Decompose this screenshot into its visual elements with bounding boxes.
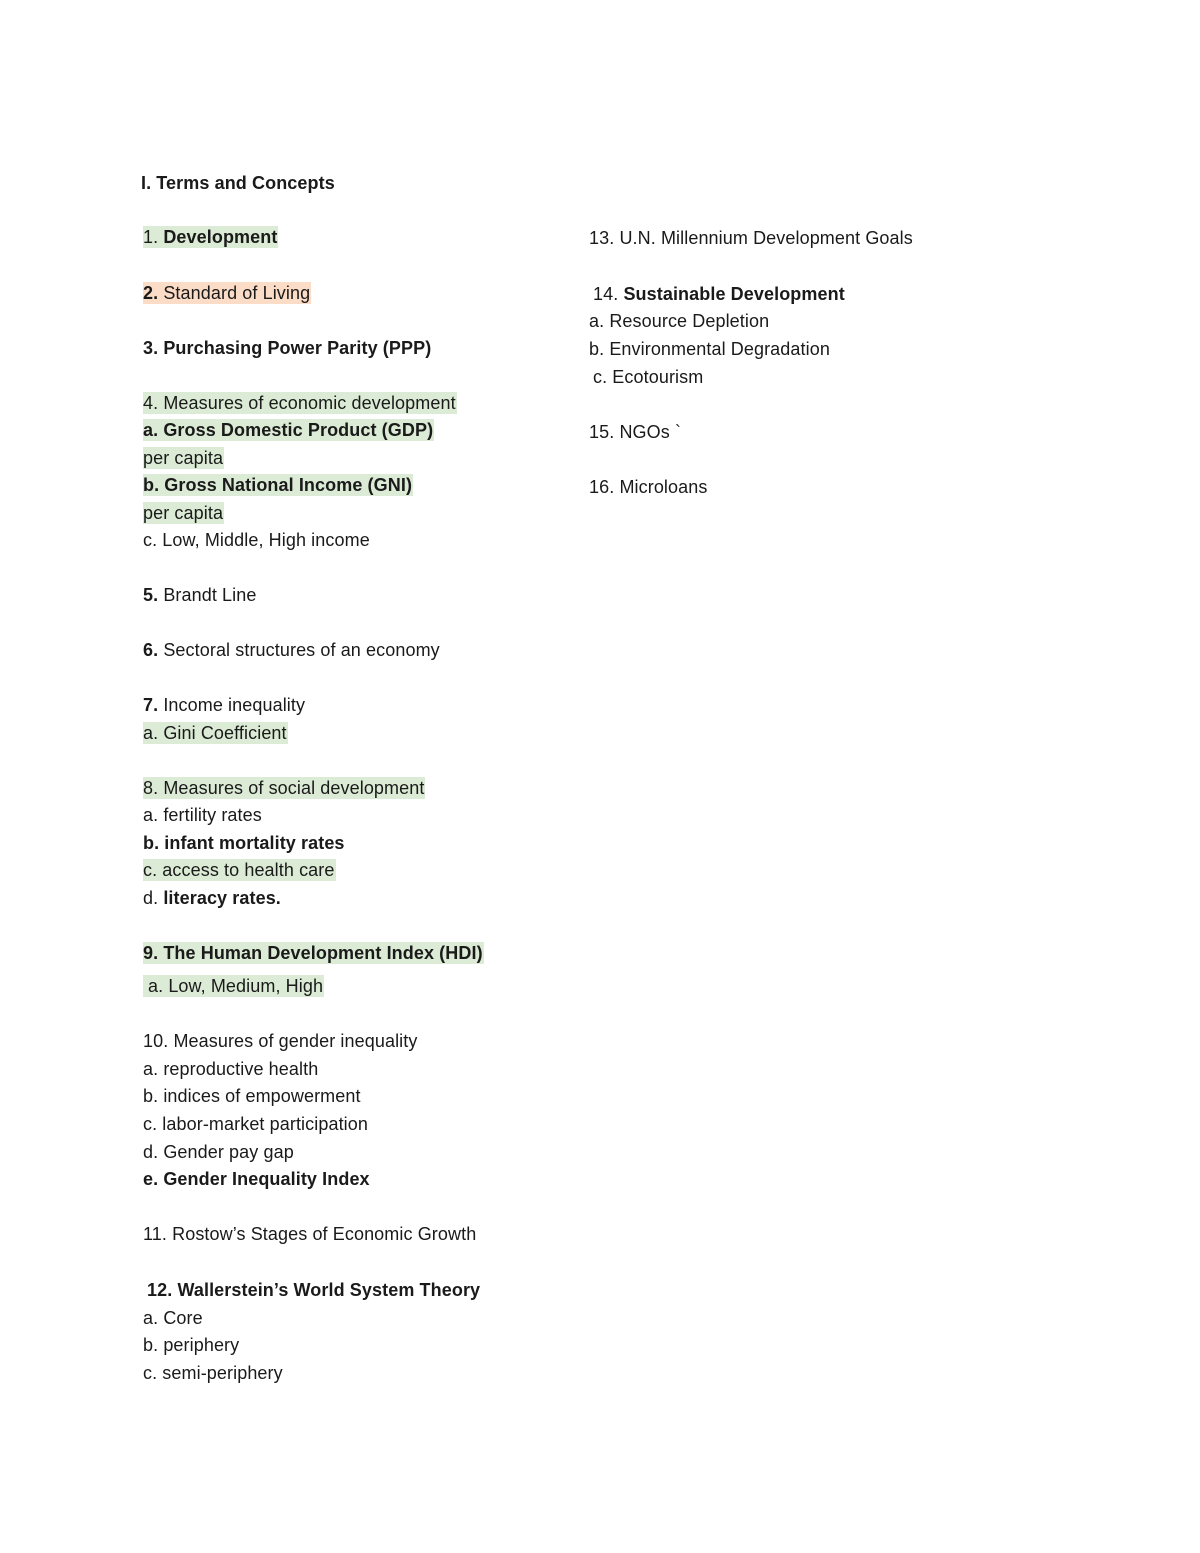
term-14-sub-a-text: a. Resource Depletion [589,311,770,331]
term-9-highlight [143,942,484,964]
term-8 [143,775,425,801]
term-4-number: 4. [143,393,159,413]
term-8-sub-d [143,885,281,911]
term-10-sub-a-text: a. reproductive health [143,1059,319,1079]
term-6-text: Sectoral structures of an economy [163,640,440,660]
term-8-sub-d-prefix: d. [143,888,159,908]
term-2-number: 2. [143,283,159,303]
term-4-sub-a-text: a. Gross Domestic Product (GDP) [143,420,434,440]
term-10-sub-a [143,1056,318,1082]
term-12-sub-a [143,1305,203,1331]
term-4-text: Measures of economic development [163,393,456,413]
term-14-sub-a [589,308,769,334]
term-7-number: 7. [143,695,159,715]
term-15-number: 15. [589,422,615,442]
term-9-sub-a [143,973,324,999]
term-10-sub-c-text: c. labor-market participation [143,1114,368,1134]
term-10-sub-b [143,1083,361,1109]
section-heading [141,170,335,196]
term-4 [143,390,457,416]
term-10-sub-d-text: d. Gender pay gap [143,1142,294,1162]
term-6 [143,637,440,663]
term-9-sub-a-text: a. Low, Medium, High [143,975,324,997]
term-2-text: Standard of Living [163,283,311,303]
term-10-sub-b-text: b. indices of empowerment [143,1086,361,1106]
section-heading-text: I. Terms and Concepts [141,173,335,193]
term-3-number: 3. [143,338,159,358]
term-14 [593,281,845,307]
term-10-sub-c [143,1111,368,1137]
term-16-number: 16. [589,477,615,497]
term-1 [143,224,278,250]
term-14-sub-b-text: b. Environmental Degradation [589,339,830,359]
term-8-sub-b [143,830,345,856]
term-12-sub-b [143,1332,239,1358]
term-4-sub-b-cont-text: per capita [143,503,224,523]
term-4-sub-a [143,417,434,443]
term-9 [143,940,484,966]
term-16 [589,474,707,500]
term-1-number: 1. [143,227,159,247]
term-12-text: Wallerstein’s World System Theory [177,1280,481,1300]
term-14-sub-c-text: c. Ecotourism [593,367,704,387]
term-2-highlight [143,282,311,304]
term-5 [143,582,257,608]
term-7-text: Income inequality [163,695,306,715]
term-10-number: 10. [143,1031,169,1051]
term-3 [143,335,431,361]
term-4-sub-c-text: c. Low, Middle, High income [143,530,370,550]
term-15-text: NGOs ` [619,422,682,442]
term-7-sub-a [143,720,288,746]
term-4-sub-b [143,472,413,498]
term-8-number: 8. [143,778,159,798]
term-8-sub-d-text: literacy rates. [163,888,281,908]
term-16-text: Microloans [619,477,708,497]
term-7 [143,692,305,718]
term-4-sub-b-text: b. Gross National Income (GNI) [143,475,413,495]
term-10-text: Measures of gender inequality [173,1031,418,1051]
term-8-sub-b-text: b. infant mortality rates [143,833,345,853]
term-10 [143,1028,417,1054]
term-3-text: Purchasing Power Parity (PPP) [163,338,432,358]
term-14-text: Sustainable Development [623,284,845,304]
term-14-sub-c [593,364,703,390]
term-11-text: Rostow’s Stages of Economic Growth [172,1224,477,1244]
term-1-text: Development [163,227,278,247]
term-7-sub-a-text: a. Gini Coefficient [143,723,287,743]
term-5-text: Brandt Line [163,585,257,605]
term-4-sub-a-continuation [143,445,224,471]
term-9-text: The Human Development Index (HDI) [163,943,483,963]
term-13 [589,225,913,251]
term-14-sub-b [589,336,830,362]
term-1-highlight [143,226,278,248]
term-8-text: Measures of social development [163,778,425,798]
term-12-sub-c [143,1360,283,1386]
term-6-number: 6. [143,640,159,660]
term-10-sub-e [143,1166,370,1192]
term-10-sub-d [143,1139,294,1165]
term-13-number: 13. [589,228,615,248]
term-8-sub-c-text: c. access to health care [143,860,335,880]
term-9-number: 9. [143,943,159,963]
term-15 [589,419,681,445]
term-8-highlight [143,777,425,799]
term-12-sub-a-text: a. Core [143,1308,203,1328]
term-13-text: U.N. Millennium Development Goals [619,228,913,248]
term-11 [143,1221,476,1247]
term-4-sub-b-continuation [143,500,224,526]
term-5-number: 5. [143,585,159,605]
term-4-highlight [143,392,457,414]
term-14-number: 14. [593,284,619,304]
term-12-number: 12. [147,1280,173,1300]
term-4-sub-a-cont-text: per capita [143,448,224,468]
term-12-sub-b-text: b. periphery [143,1335,240,1355]
term-11-number: 11. [143,1224,167,1244]
term-10-sub-e-text: e. Gender Inequality Index [143,1169,370,1189]
term-8-sub-c [143,857,336,883]
term-12 [147,1277,480,1303]
term-8-sub-a-text: a. fertility rates [143,805,262,825]
term-2 [143,280,311,306]
term-12-sub-c-text: c. semi-periphery [143,1363,283,1383]
term-8-sub-a [143,802,262,828]
term-4-sub-c [143,527,370,553]
